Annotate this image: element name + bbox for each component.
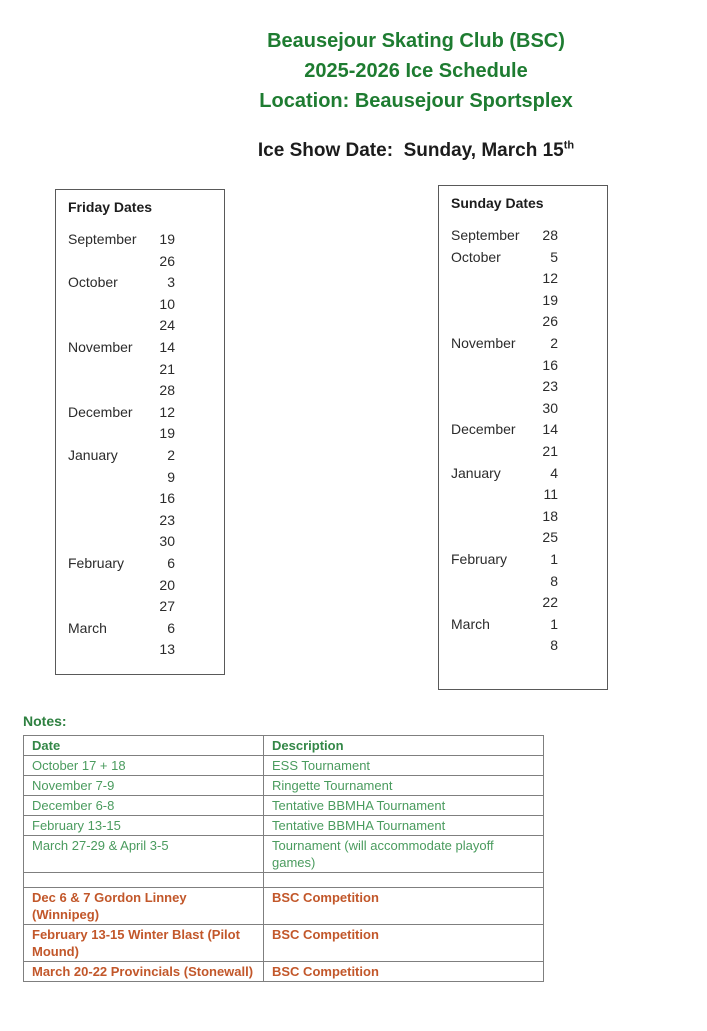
day-cell: 23 [542, 378, 558, 395]
day-cell: 21 [159, 360, 175, 377]
day-cell: 19 [159, 231, 175, 247]
day-cell: 28 [159, 382, 175, 399]
friday-dates-box [55, 189, 225, 675]
month-cell: October [451, 248, 501, 265]
day-cell: 9 [167, 468, 175, 485]
title-line-club: Beausejour Skating Club (BSC) [267, 30, 565, 52]
schedule-row [68, 380, 212, 402]
empty-cell [264, 873, 544, 888]
schedule-row [68, 251, 212, 273]
ice-show-date-text: Ice Show Date: Sunday, March 15 [257, 140, 564, 161]
ice-show-date-line [126, 140, 706, 162]
month-cell [451, 311, 531, 333]
month-cell [68, 294, 148, 316]
date-cell: December 6-8 [24, 796, 264, 816]
schedule-row [451, 398, 595, 420]
month-cell [68, 315, 148, 337]
month-cell: January [68, 446, 118, 463]
month-cell [68, 423, 148, 445]
month-cell: March [451, 615, 490, 632]
competition-row [24, 925, 544, 962]
schedule-row [451, 247, 595, 269]
month-cell [68, 467, 148, 489]
description-cell: ESS Tournament [264, 756, 544, 776]
schedule-row [68, 229, 212, 251]
day-cell: 4 [550, 464, 558, 481]
schedule-row [68, 488, 212, 510]
sunday-box-title: Sunday Dates [451, 195, 544, 211]
schedule-row [68, 445, 212, 467]
schedule-row [451, 635, 595, 657]
month-cell [451, 592, 531, 614]
schedule-row [451, 463, 595, 485]
schedule-row [451, 527, 595, 549]
month-cell [451, 398, 531, 420]
day-cell: 2 [550, 334, 558, 351]
date-cell: March 27-29 & April 3-5 [24, 836, 264, 873]
date-cell: February 13-15 Winter Blast (Pilot Mound) [24, 925, 264, 962]
schedule-row [68, 294, 212, 316]
schedule-row [68, 575, 212, 597]
event-row [24, 796, 544, 816]
empty-cell [24, 873, 264, 888]
schedule-row [68, 639, 212, 661]
month-cell [68, 359, 148, 381]
day-cell: 14 [542, 421, 558, 438]
month-cell [451, 571, 531, 593]
schedule-row [68, 553, 212, 575]
title-line-location: Location: Beausejour Sportsplex [259, 90, 573, 112]
month-cell: November [451, 334, 516, 351]
month-cell [68, 510, 148, 532]
event-row [24, 776, 544, 796]
schedule-row [451, 592, 595, 614]
day-cell: 6 [167, 619, 175, 636]
month-cell: November [68, 338, 133, 355]
schedule-row [68, 272, 212, 294]
day-cell: 21 [542, 442, 558, 459]
day-cell: 19 [159, 425, 175, 442]
day-cell: 23 [159, 511, 175, 528]
date-cell: February 13-15 [24, 816, 264, 836]
month-cell [68, 251, 148, 273]
day-cell: 6 [167, 554, 175, 571]
event-row [24, 756, 544, 776]
day-cell: 12 [542, 270, 558, 287]
day-cell: 3 [167, 274, 175, 291]
day-cell: 27 [159, 598, 175, 615]
schedule-row [68, 596, 212, 618]
schedule-row [68, 531, 212, 553]
day-cell: 19 [542, 291, 558, 308]
month-cell [451, 268, 531, 290]
schedule-row [451, 441, 595, 463]
day-cell: 28 [542, 227, 558, 243]
description-cell: Tentative BBMHA Tournament [264, 796, 544, 816]
schedule-row [68, 467, 212, 489]
friday-box-title: Friday Dates [68, 199, 153, 215]
day-cell: 8 [550, 572, 558, 589]
event-row [24, 816, 544, 836]
competition-row [24, 888, 544, 925]
day-cell: 30 [542, 399, 558, 416]
day-cell: 12 [159, 403, 175, 420]
schedule-row [68, 423, 212, 445]
schedule-row [68, 402, 212, 424]
notes-table [23, 735, 544, 982]
schedule-row [451, 355, 595, 377]
column-header-description: Description [264, 736, 544, 756]
schedule-row [451, 333, 595, 355]
schedule-row [68, 337, 212, 359]
month-cell [451, 484, 531, 506]
schedule-row [451, 484, 595, 506]
month-cell [451, 527, 531, 549]
day-cell: 8 [550, 637, 558, 654]
description-cell: BSC Competition [264, 925, 544, 962]
month-cell: December [451, 421, 516, 438]
sunday-dates-box [438, 185, 608, 690]
date-cell: November 7-9 [24, 776, 264, 796]
date-cell: Dec 6 & 7 Gordon Linney (Winnipeg) [24, 888, 264, 925]
schedule-row [451, 376, 595, 398]
month-cell: February [68, 554, 125, 571]
spacer-row [24, 873, 544, 888]
schedule-row [451, 506, 595, 528]
schedule-row [451, 571, 595, 593]
schedule-row [68, 510, 212, 532]
month-cell [68, 531, 148, 553]
day-cell: 16 [542, 356, 558, 373]
document-header [126, 26, 706, 162]
month-cell: February [451, 550, 508, 567]
month-cell [451, 506, 531, 528]
day-cell: 13 [159, 641, 175, 658]
day-cell: 16 [159, 490, 175, 507]
day-cell: 26 [542, 313, 558, 330]
month-cell: March [68, 619, 107, 636]
month-cell [451, 376, 531, 398]
day-cell: 30 [159, 533, 175, 550]
schedule-row [451, 268, 595, 290]
date-cell: October 17 + 18 [24, 756, 264, 776]
schedule-row [451, 311, 595, 333]
title-line-season: 2025-2026 Ice Schedule [304, 60, 528, 82]
competition-row [24, 962, 544, 982]
notes-label: Notes: [23, 713, 67, 729]
schedule-row [451, 225, 595, 247]
schedule-row [451, 549, 595, 571]
table-header-row [24, 736, 544, 756]
day-cell: 5 [550, 248, 558, 265]
month-cell [451, 635, 531, 657]
description-cell: BSC Competition [264, 888, 544, 925]
day-cell: 24 [159, 317, 175, 334]
month-cell [451, 441, 531, 463]
month-cell: December [68, 403, 133, 420]
day-cell: 22 [542, 594, 558, 611]
month-cell: January [451, 464, 501, 481]
schedule-row [451, 290, 595, 312]
schedule-row [451, 614, 595, 636]
day-cell: 11 [543, 486, 558, 503]
schedule-row [451, 419, 595, 441]
day-cell: 2 [167, 446, 175, 463]
day-cell: 1 [550, 615, 558, 632]
date-cell: March 20-22 Provincials (Stonewall) [24, 962, 264, 982]
schedule-row [68, 618, 212, 640]
month-cell [451, 355, 531, 377]
month-cell: October [68, 274, 118, 291]
day-cell: 10 [159, 295, 175, 312]
description-cell: Tournament (will accommodate playoff games) [264, 836, 544, 873]
month-cell [68, 596, 148, 618]
month-cell [68, 639, 148, 661]
month-cell [68, 488, 148, 510]
day-cell: 25 [542, 529, 558, 546]
month-cell [68, 575, 148, 597]
day-cell: 1 [550, 550, 558, 567]
description-cell: Tentative BBMHA Tournament [264, 816, 544, 836]
month-cell: September [451, 227, 520, 243]
day-cell: 26 [159, 252, 175, 269]
month-cell: September [68, 231, 137, 247]
schedule-row [68, 315, 212, 337]
ordinal-superscript: th [563, 139, 575, 152]
schedule-row [68, 359, 212, 381]
day-cell: 18 [542, 507, 558, 524]
month-cell [68, 380, 148, 402]
month-cell [451, 290, 531, 312]
column-header-date: Date [24, 736, 264, 756]
day-cell: 20 [159, 576, 175, 593]
day-cell: 14 [159, 338, 175, 355]
description-cell: BSC Competition [264, 962, 544, 982]
description-cell: Ringette Tournament [264, 776, 544, 796]
event-row [24, 836, 544, 873]
